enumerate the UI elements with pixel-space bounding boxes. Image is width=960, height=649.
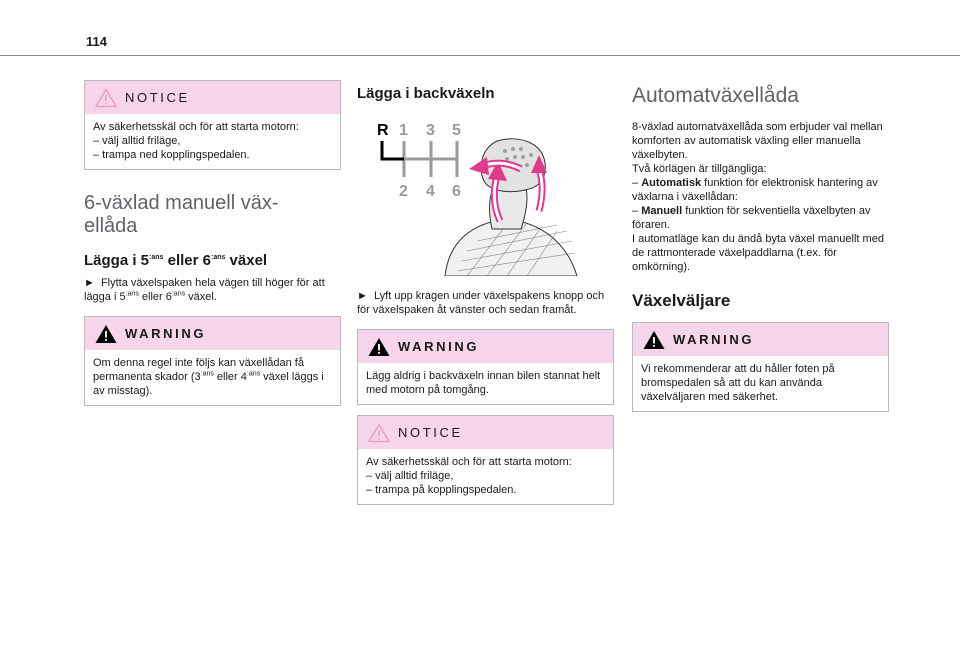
warning-title: WARNING: [398, 339, 480, 354]
subheading-5th-6th: [84, 252, 341, 270]
notice-header: [85, 81, 340, 114]
warning-body: [633, 356, 888, 411]
modes-intro: Två körlägen är tillgängliga:: [632, 163, 767, 175]
gear-shift-illustration: [357, 111, 597, 276]
subheading-text: eller 6: [163, 252, 211, 269]
dash: –: [632, 177, 642, 189]
gear-lever: [445, 139, 577, 276]
automatic-intro: 8-växlad automatväxellåda som erbjuder val mellan komforten av automatisk växling eller manuella växelbyten.: [632, 121, 883, 161]
notice-line: – välj alltid friläge,: [366, 470, 454, 482]
subheading-selector: Växelväljare: [632, 291, 731, 310]
notice-line: – trampa på kopplingspedalen.: [366, 484, 517, 496]
section-title-line: 6-växlad manuell väx-: [84, 192, 279, 214]
gear-label-3: 3: [426, 122, 435, 139]
notice-title: NOTICE: [398, 425, 463, 440]
gear-label-4: 4: [426, 183, 435, 200]
gear-label-1: 1: [399, 122, 408, 139]
gear-gate: [382, 141, 457, 177]
warning-icon: [643, 330, 665, 350]
notice-line: Av säkerhetsskäl och för att starta motorn:: [93, 121, 299, 133]
mode-automatic: [632, 176, 889, 204]
ordinal-suffix: :ans: [200, 370, 214, 378]
gear-label-5: 5: [452, 122, 461, 139]
notice-header: [358, 416, 613, 449]
automatic-description: [632, 120, 889, 274]
notice-line: Av säkerhetsskäl och för att starta motorn:: [366, 456, 572, 468]
section-title-automatic: Automatväxellåda: [632, 84, 799, 107]
bullet-arrow: ►: [357, 290, 368, 302]
notice-icon: [95, 88, 117, 108]
bullet-arrow: ►: [84, 277, 95, 289]
notice-box: [84, 80, 341, 170]
ordinal-suffix: :ans: [125, 290, 139, 298]
warning-body: [358, 363, 613, 404]
instruction-text: Lyft upp kragen under växelspakens knopp och för växelspaken åt vänster och sedan framåt.: [357, 290, 605, 316]
warning-header: [633, 323, 888, 356]
mode-term: Manuell: [641, 205, 683, 217]
instruction-text: Flytta växelspaken hela vägen till höger för att lägga i 5: [84, 277, 325, 303]
header-divider: [0, 55, 960, 56]
automatic-outro: I automatläge kan du ändå byta växel manuellt med de rattmonterade växelpaddlarna (t.ex. för omkörning).: [632, 233, 884, 273]
warning-icon: [368, 337, 390, 357]
mode-text: funktion för sekventiella växelbyten av föraren.: [632, 205, 871, 231]
notice-line: – välj alltid friläge,: [93, 135, 181, 147]
notice-icon: [368, 423, 390, 443]
instruction-reverse: [357, 289, 614, 317]
mode-term: Automatisk: [641, 177, 702, 189]
instruction-text: växel.: [185, 291, 217, 303]
warning-text: Vi rekommenderar att du håller foten på bromspedalen så att du kan använda växelväljaren med säkerhet.: [641, 363, 835, 403]
instruction-5th-6th: [84, 276, 341, 304]
column-2: [357, 80, 614, 515]
notice-body: [358, 449, 613, 504]
warning-box: [632, 322, 889, 412]
notice-title: NOTICE: [125, 90, 190, 105]
warning-header: [358, 330, 613, 363]
subheading-reverse: Lägga i backväxeln: [357, 85, 495, 102]
warning-title: WARNING: [125, 326, 207, 341]
warning-header: [85, 317, 340, 350]
ordinal-suffix: :ans: [246, 370, 261, 378]
mode-text: funktion för elektronisk hantering av växlarna i växellådan:: [632, 177, 878, 203]
gear-label-r: R: [377, 122, 389, 139]
gear-label-6: 6: [452, 183, 461, 200]
column-3: [632, 80, 889, 422]
warning-text: Lägg aldrig i backväxeln innan bilen stannat helt med motorn på tomgång.: [366, 370, 601, 396]
warning-text: Om denna regel inte följs kan växellådan få permanenta skador (3: [93, 357, 304, 383]
ordinal-suffix: :ans: [171, 290, 186, 298]
warning-text: eller 4: [213, 371, 247, 383]
notice-body: [85, 114, 340, 169]
gear-label-2: 2: [399, 183, 408, 200]
warning-body: [85, 350, 340, 405]
warning-box: [84, 316, 341, 406]
subheading-text: växel: [225, 252, 268, 269]
warning-box: [357, 329, 614, 405]
column-1: [84, 80, 341, 416]
instruction-text: eller 6: [138, 291, 172, 303]
ordinal-suffix: :ans: [210, 254, 226, 261]
section-title-line: ellåda: [84, 215, 138, 237]
notice-line: – trampa ned kopplingspedalen.: [93, 149, 250, 161]
notice-box: [357, 415, 614, 505]
warning-icon: [95, 324, 117, 344]
warning-title: WARNING: [673, 332, 755, 347]
warning-text: växel läggs i av misstag).: [93, 371, 324, 397]
section-title-manual: [84, 192, 341, 238]
mode-manual: [632, 204, 889, 232]
subheading-text: Lägga i 5: [84, 252, 150, 269]
page-number: 114: [86, 34, 107, 49]
dash: –: [632, 205, 642, 217]
ordinal-suffix: :ans: [149, 254, 164, 261]
